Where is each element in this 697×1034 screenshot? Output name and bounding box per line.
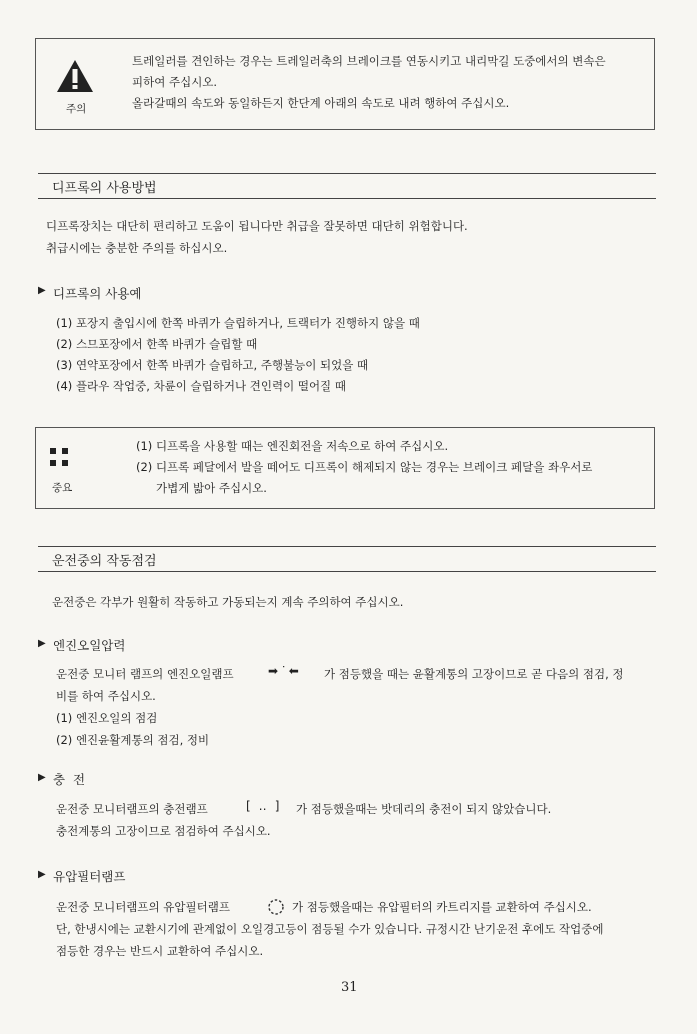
usage-item-3: (3) 연약포장에서 한쪽 바퀴가 슬립하고, 주행불능이 되었을 때	[56, 358, 369, 372]
filter-line-1b: 가 점등했을때는 유압필터의 카트리지를 교환하여 주십시오.	[292, 900, 592, 914]
page-number: 31	[341, 980, 358, 995]
subheading-usage: 디프록의 사용예	[53, 286, 142, 301]
bullet-arrow-icon: ▶	[38, 285, 46, 296]
filter-line-2: 단, 한냉시에는 교환시기에 관계없이 오일경고등이 점등될 수가 있습니다. 규정시간 난기운전 후에도 작업중에	[56, 922, 604, 936]
section-heading-diflock	[38, 173, 656, 199]
diflock-intro-2: 취급시에는 충분한 주의를 하십시오.	[46, 241, 228, 255]
subheading-filter: 유압필터램프	[53, 869, 126, 884]
oil-line-1a: 운전중 모니터 램프의 엔진오일램프	[56, 667, 234, 681]
important-line-2: (2) 디프록 페달에서 발을 떼어도 디프록이 해제되지 않는 경우는 브레이크 페달을 좌우서로	[136, 460, 593, 474]
charge-line-1b: 가 점등했을때는 밧데리의 충전이 되지 않았습니다.	[296, 802, 552, 816]
diflock-intro-1: 디프록장치는 대단히 편리하고 도움이 됩니다만 취급을 잘못하면 대단히 위험합니다.	[46, 219, 468, 233]
usage-item-2: (2) 스므포장에서 한쪽 바퀴가 슬립할 때	[56, 337, 258, 351]
caution-line-2: 피하여 주십시오.	[132, 75, 218, 89]
usage-item-4: (4) 플라우 작업중, 차륜이 슬립하거나 견인력이 떨어질 때	[56, 379, 346, 393]
battery-lamp-icon: [‥]	[246, 799, 288, 813]
caution-box	[35, 38, 655, 130]
bullet-arrow-icon: ▶	[38, 869, 46, 880]
important-box	[35, 427, 655, 509]
subheading-engine-oil: 엔진오일압력	[53, 638, 126, 653]
caution-label: 주의	[66, 103, 87, 115]
oil-line-1b: 가 점등했을 때는 윤활계통의 고장이므로 곧 다음의 점검, 정	[324, 667, 624, 681]
oil-item-2: (2) 엔진윤활계통의 점검, 정비	[56, 733, 210, 747]
warning-icon	[56, 59, 94, 93]
important-line-1: (1) 디프록을 사용할 때는 엔진회전을 저속으로 하여 주십시오.	[136, 439, 449, 453]
bullet-arrow-icon: ▶	[38, 772, 46, 783]
subheading-charge: 충 전	[53, 772, 86, 787]
inspection-intro: 운전중은 각부가 원활히 작동하고 가동되는지 계속 주의하여 주십시오.	[52, 595, 404, 609]
section-heading-inspection	[38, 546, 656, 572]
charge-line-1a: 운전중 모니터램프의 충전램프	[56, 802, 208, 816]
important-line-3: 가볍게 밟아 주십시오.	[156, 481, 267, 495]
filter-line-1a: 운전중 모니터램프의 유압필터램프	[56, 900, 230, 914]
oil-line-2: 비를 하여 주십시오.	[56, 689, 156, 703]
bullet-arrow-icon: ▶	[38, 638, 46, 649]
section-title: 운전중의 작동점검	[52, 554, 157, 569]
charge-line-2: 충전계통의 고장이므로 점검하여 주십시오.	[56, 824, 271, 838]
filter-line-3: 점등한 경우는 반드시 교환하여 주십시오.	[56, 944, 264, 958]
important-cross-icon	[50, 448, 68, 466]
usage-item-1: (1) 포장지 출입시에 한쪽 바퀴가 슬립하거나, 트랙터가 진행하지 않을 때	[56, 316, 420, 330]
section-title: 디프록의 사용방법	[52, 181, 157, 196]
caution-line-3: 올라갈때의 속도와 동일하든지 한단계 아래의 속도로 내려 행하여 주십시오.	[132, 96, 510, 110]
oil-item-1: (1) 엔진오일의 점검	[56, 711, 158, 725]
important-label: 중요	[52, 482, 73, 494]
caution-line-1: 트레일러를 견인하는 경우는 트레일러축의 브레이크를 연동시키고 내리막길 도중에서의 변속은	[132, 54, 606, 68]
oil-lamp-icon: ➡ ᐝ ⬅	[268, 664, 299, 678]
filter-lamp-icon	[266, 897, 286, 917]
